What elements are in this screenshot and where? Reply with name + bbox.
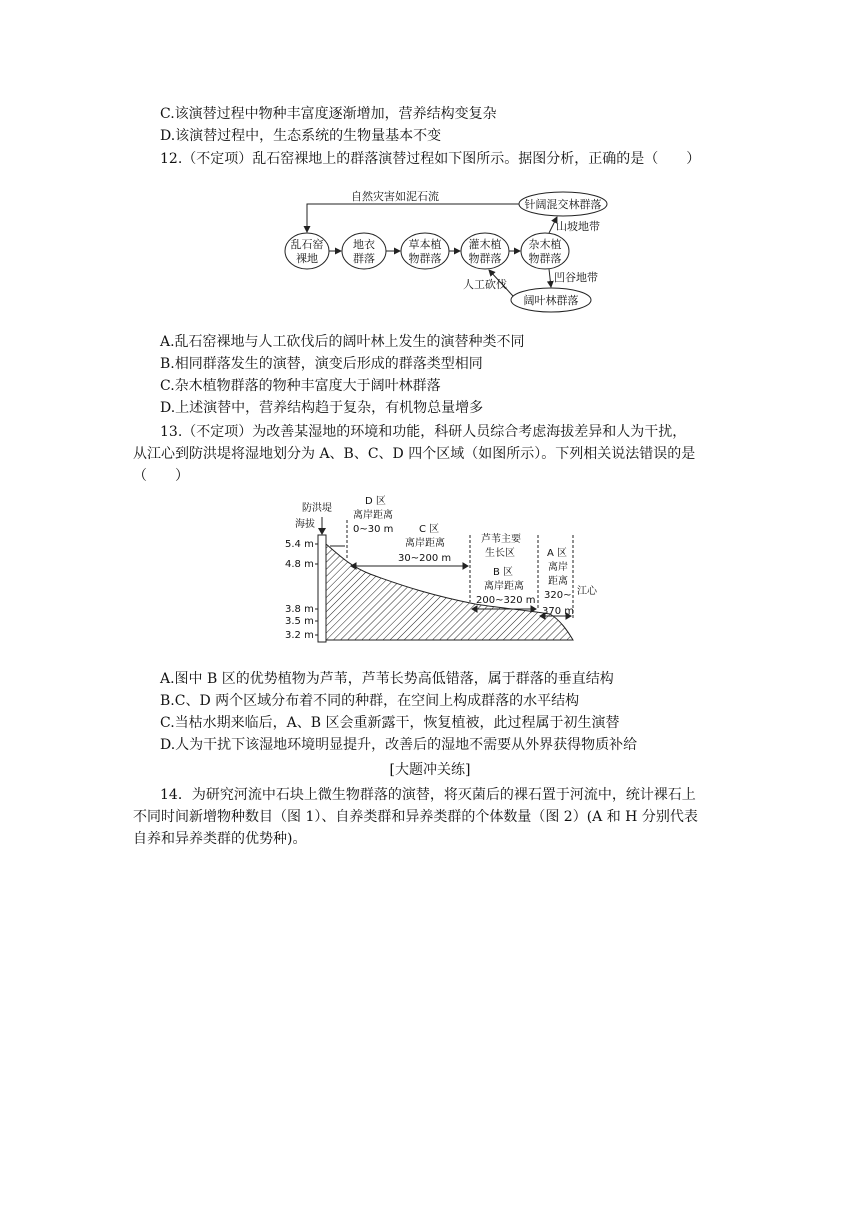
q11-option-c: C.该演替过程中物种丰富度逐渐增加，营养结构变复杂 bbox=[160, 106, 497, 122]
zone-d-distance: 0~30 m bbox=[353, 524, 394, 535]
reed-area-label-2: 生长区 bbox=[485, 548, 515, 559]
levee-label: 防洪堤 bbox=[302, 503, 332, 514]
zone-a-distance-2: 370 m bbox=[542, 606, 575, 617]
levee-post bbox=[318, 535, 326, 642]
zone-d-distance-label: 离岸距离 bbox=[353, 510, 393, 521]
q13-stem-3: （ ） bbox=[133, 468, 189, 484]
q13-option-c: C.当枯水期来临后，A、B 区会重新露干，恢复植被，此过程属于初生演替 bbox=[160, 715, 620, 731]
reed-area-label-1: 芦苇主要 bbox=[481, 534, 521, 545]
q13-option-b: B.C、D 两个区域分布着不同的种群，在空间上构成群落的水平结构 bbox=[160, 693, 580, 709]
zone-a-distance-1: 320~ bbox=[544, 590, 572, 601]
cutting-label: 人工砍伐 bbox=[463, 278, 507, 291]
q13-option-a: A.图中 B 区的优势植物为芦苇，芦苇长势高低错落，属于群落的垂直结构 bbox=[160, 671, 614, 687]
node-bare-label-2: 裸地 bbox=[296, 252, 318, 265]
succession-diagram bbox=[275, 180, 625, 320]
q12-option-d: D.上述演替中，营养结构趋于复杂，有机物总量增多 bbox=[160, 400, 484, 416]
node-lichen-label-2: 群落 bbox=[353, 252, 375, 265]
zone-c-distance-label: 离岸距离 bbox=[405, 538, 445, 549]
node-shrub-label-1: 灌木植 bbox=[468, 238, 502, 251]
zone-c-distance: 30~200 m bbox=[398, 553, 452, 564]
node-top-label: 针阔混交林群落 bbox=[524, 198, 602, 211]
node-broadleaf-label: 阔叶林群落 bbox=[523, 294, 579, 307]
q11-option-d: D.该演替过程中，生态系统的生物量基本不变 bbox=[160, 128, 442, 144]
node-mixed-label-2: 物群落 bbox=[528, 252, 562, 265]
q12-option-c: C.杂木植物群落的物种丰富度大于阔叶林群落 bbox=[160, 378, 441, 394]
river-center-label: 江心 bbox=[577, 586, 597, 597]
node-herb-label-1: 草本植 bbox=[408, 238, 442, 251]
node-lichen-label-1: 地衣 bbox=[353, 238, 375, 251]
q12-stem: 12.（不定项）乱石窑裸地上的群落演替过程如下图所示。据图分析，正确的是（ ） bbox=[160, 151, 701, 167]
zone-a-label: A 区 bbox=[547, 548, 568, 559]
wetland-diagram bbox=[285, 490, 605, 648]
q13-option-d: D.人为干扰下该湿地环境明显提升，改善后的湿地不需要从外界获得物质补给 bbox=[160, 737, 638, 753]
y-tick-3-2: 3.2 m bbox=[285, 630, 314, 641]
y-tick-3-5: 3.5 m bbox=[285, 616, 314, 627]
y-tick-4-8: 4.8 m bbox=[285, 559, 314, 570]
q14-line-1: 14．为研究河流中石块上微生物群落的演替，将灭菌后的裸石置于河流中，统计裸石上 bbox=[160, 787, 696, 803]
q14-line-3: 自养和异养类群的优势种)。 bbox=[133, 831, 307, 847]
slope-label: 山坡地带 bbox=[556, 220, 600, 233]
section-title: [大题冲关练] bbox=[389, 762, 471, 778]
zone-b-label: B 区 bbox=[493, 567, 514, 578]
zone-a-distance-label-2: 距离 bbox=[548, 576, 568, 587]
node-mixed-label-1: 杂木植 bbox=[528, 238, 562, 251]
valley-label: 凹谷地带 bbox=[554, 271, 598, 284]
zone-b-distance-label: 离岸距离 bbox=[484, 581, 524, 592]
zone-c-label: C 区 bbox=[419, 524, 440, 535]
node-herb-label-2: 物群落 bbox=[408, 252, 442, 265]
zone-b-distance: 200~320 m bbox=[476, 595, 536, 606]
q14-line-2: 不同时间新增物种数目（图 1）、自养类群和异养类群的个体数量（图 2）(A 和 H 分别代表 bbox=[133, 809, 698, 825]
q12-option-a: A.乱石窑裸地与人工砍伐后的阔叶林上发生的演替种类不同 bbox=[160, 334, 525, 350]
zone-d-label: D 区 bbox=[365, 496, 386, 507]
disaster-label: 自然灾害如泥石流 bbox=[351, 190, 439, 203]
y-tick-3-8: 3.8 m bbox=[285, 604, 314, 615]
altitude-label: 海拔 bbox=[295, 519, 315, 530]
q12-option-b: B.相同群落发生的演替，演变后形成的群落类型相同 bbox=[160, 356, 483, 372]
q13-stem-1: 13.（不定项）为改善某湿地的环境和功能，科研人员综合考虑海拔差异和人为干扰， bbox=[160, 424, 687, 440]
node-shrub-label-2: 物群落 bbox=[468, 252, 502, 265]
node-bare-label-1: 乱石窑 bbox=[290, 238, 324, 251]
zone-a-distance-label-1: 离岸 bbox=[548, 562, 568, 573]
q13-stem-2: 从江心到防洪堤将湿地划分为 A、B、C、D 四个区域（如图所示）。下列相关说法错误的是 bbox=[133, 446, 696, 462]
y-tick-5-4: 5.4 m bbox=[285, 539, 314, 550]
